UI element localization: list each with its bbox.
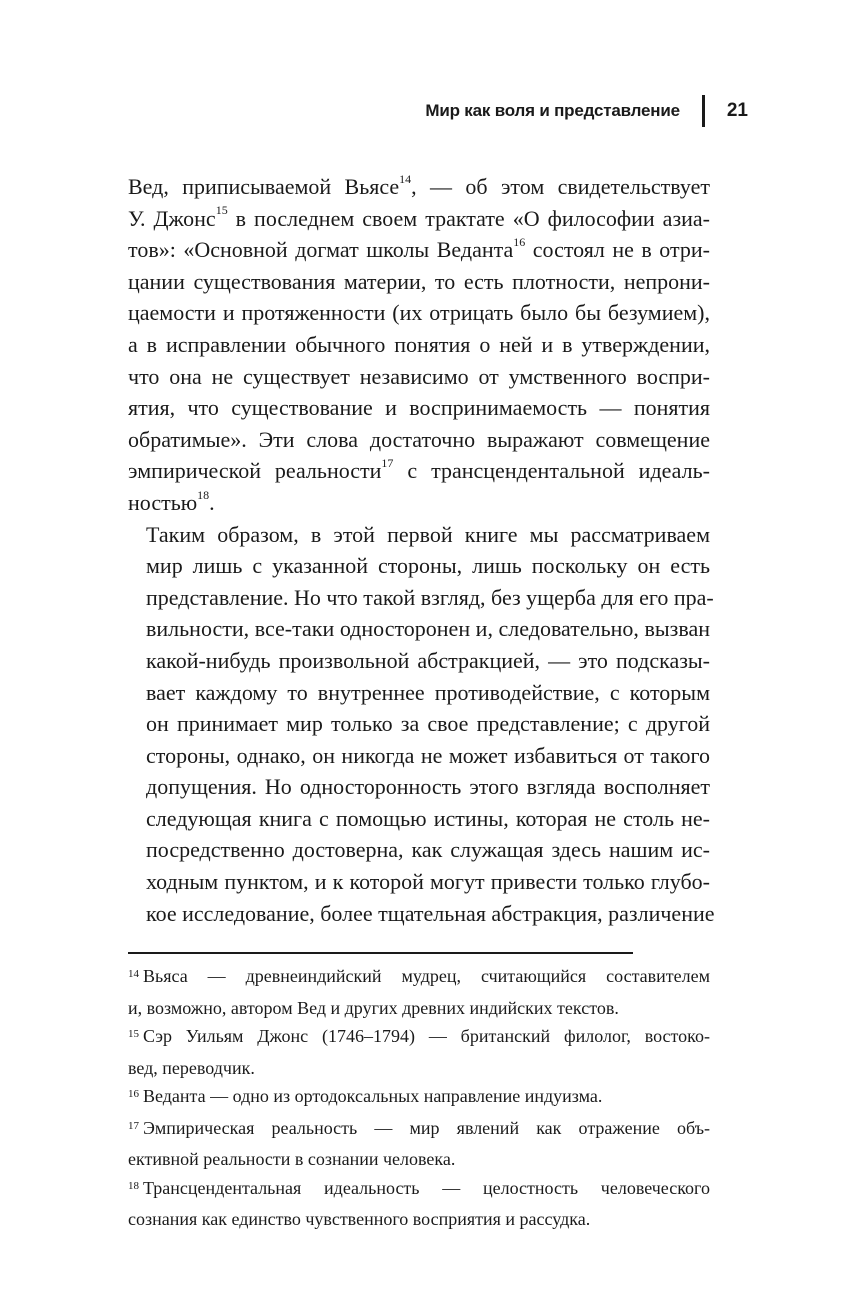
text-line xyxy=(128,266,710,298)
text-line xyxy=(128,487,710,519)
text-line: ходным пунктом, и к которой могут привести только глубо- xyxy=(146,869,710,895)
main-text xyxy=(128,171,715,929)
text-line xyxy=(128,329,710,361)
footnote-marker[interactable]: 14 xyxy=(399,171,412,186)
text-line: мир лишь с указанной стороны, лишь поскольку он есть xyxy=(146,553,710,579)
text-run: ятия, что существование и воспринимаемость — понятия xyxy=(128,395,710,421)
footnote-number: 16 xyxy=(128,1088,139,1100)
text-run: Вед, приписываемой Вьясе xyxy=(128,174,400,199)
text-line xyxy=(128,392,710,424)
footnote-marker[interactable]: 17 xyxy=(381,456,394,471)
text-line: вильности, все-таки односторонен и, следовательно, вызван xyxy=(146,616,710,642)
page-number: 21 xyxy=(726,100,748,121)
text-run: в последнем своем трактате «О философии азиа- xyxy=(227,205,711,231)
text-line xyxy=(128,171,710,203)
footnote-line xyxy=(128,1145,710,1174)
text-line xyxy=(128,455,710,487)
footnote xyxy=(128,1082,710,1114)
running-head xyxy=(425,94,748,128)
footnote-line xyxy=(128,1054,710,1083)
footnote-text: Сэр Уильям Джонс (1746–1794) — британский филолог, востоко- xyxy=(143,1026,710,1046)
text-run: У. Джонс xyxy=(128,205,216,231)
footnotes xyxy=(128,962,710,1234)
text-line xyxy=(128,297,710,329)
footnote-text: Веданта — одно из ортодоксальных направление индуизма. xyxy=(143,1086,603,1106)
footnote-text: вед, переводчик. xyxy=(128,1057,255,1078)
paragraph-1 xyxy=(128,171,710,519)
text-run: ностью xyxy=(128,489,198,515)
text-run: цании существования материи, то есть плотности, непрони- xyxy=(128,268,710,294)
text-line: вает каждому то внутреннее противодействие, с которым xyxy=(146,679,710,705)
footnote-text: Эмпирическая реальность — мир явлений как отражение объ- xyxy=(143,1117,710,1138)
footnote-line xyxy=(128,994,710,1023)
text-line: кое исследование, более тщательная абстракция, различение xyxy=(146,900,715,926)
text-run: тов»: «Основной догмат школы Веданта xyxy=(128,237,514,263)
text-line: допущения. Но односторонность этого взгляда восполняет xyxy=(146,774,710,800)
text-run: состоял не в отри- xyxy=(525,237,710,263)
footnote-number: 15 xyxy=(128,1028,139,1040)
footnote-line xyxy=(128,1174,710,1206)
text-run: обратимые». Эти слова достаточно выражают совмещение xyxy=(128,426,710,452)
text-line xyxy=(128,234,710,266)
text-line: какой-нибудь произвольной абстракцией, — это подсказы- xyxy=(146,647,710,673)
footnote-text: сознания как единство чувственного восприятия и рассудка. xyxy=(128,1209,591,1229)
footnote-number: 14 xyxy=(128,968,139,980)
text-line xyxy=(128,203,710,235)
footnote-line xyxy=(128,1082,710,1114)
text-line: он принимает мир только за свое представление; с другой xyxy=(146,711,710,737)
footnote-text: и, возможно, автором Вед и других древних индийских текстов. xyxy=(128,997,619,1018)
text-line xyxy=(128,424,710,456)
text-run: а в исправлении обычного понятия о ней и в утверждении, xyxy=(128,331,710,357)
footnote-text: Вьяса — древнеиндийский мудрец, считающийся составителем xyxy=(143,966,710,986)
footnote-marker[interactable]: 15 xyxy=(215,203,228,218)
text-line: следующая книга с помощью истины, которая не столь не- xyxy=(146,805,710,831)
footnote-line xyxy=(128,962,710,994)
text-line: посредственно достоверна, как служащая здесь нашим ис- xyxy=(146,837,710,863)
text-run: эмпирической реальности xyxy=(128,458,382,484)
paragraph-2 xyxy=(128,519,715,930)
text-run: . xyxy=(209,489,215,515)
footnote-line xyxy=(128,1114,710,1146)
footnote xyxy=(128,1022,710,1082)
footnote-line xyxy=(128,1205,710,1234)
header-divider xyxy=(702,95,705,127)
text-line xyxy=(128,361,710,393)
footnote xyxy=(128,1114,710,1174)
running-title: Мир как воля и представление xyxy=(425,101,680,120)
text-run: цаемости и протяженности (их отрицать было бы безумием), xyxy=(128,300,710,326)
footnote-text: Трансцендентальная идеальность — целостность человеческого xyxy=(143,1177,710,1198)
text-line: Таким образом, в этой первой книге мы рассматриваем xyxy=(146,521,710,547)
text-line: стороны, однако, он никогда не может избавиться от такого xyxy=(146,742,710,768)
footnote-marker[interactable]: 18 xyxy=(197,487,210,502)
footnote xyxy=(128,962,710,1022)
text-run: , — об этом свидетельствует xyxy=(411,174,710,199)
footnote xyxy=(128,1174,710,1234)
text-run: что она не существует независимо от умственного воспри- xyxy=(128,363,710,389)
footnote-divider xyxy=(128,952,633,954)
footnote-marker[interactable]: 16 xyxy=(513,234,526,249)
footnote-text: ективной реальности в сознании человека. xyxy=(128,1149,456,1169)
text-line: представление. Но что такой взгляд, без ущерба для его пра- xyxy=(146,584,714,610)
text-run: с трансцендентальной идеаль- xyxy=(393,458,710,484)
footnote-line xyxy=(128,1022,710,1054)
footnote-number: 18 xyxy=(128,1179,139,1192)
footnote-number: 17 xyxy=(128,1119,139,1132)
